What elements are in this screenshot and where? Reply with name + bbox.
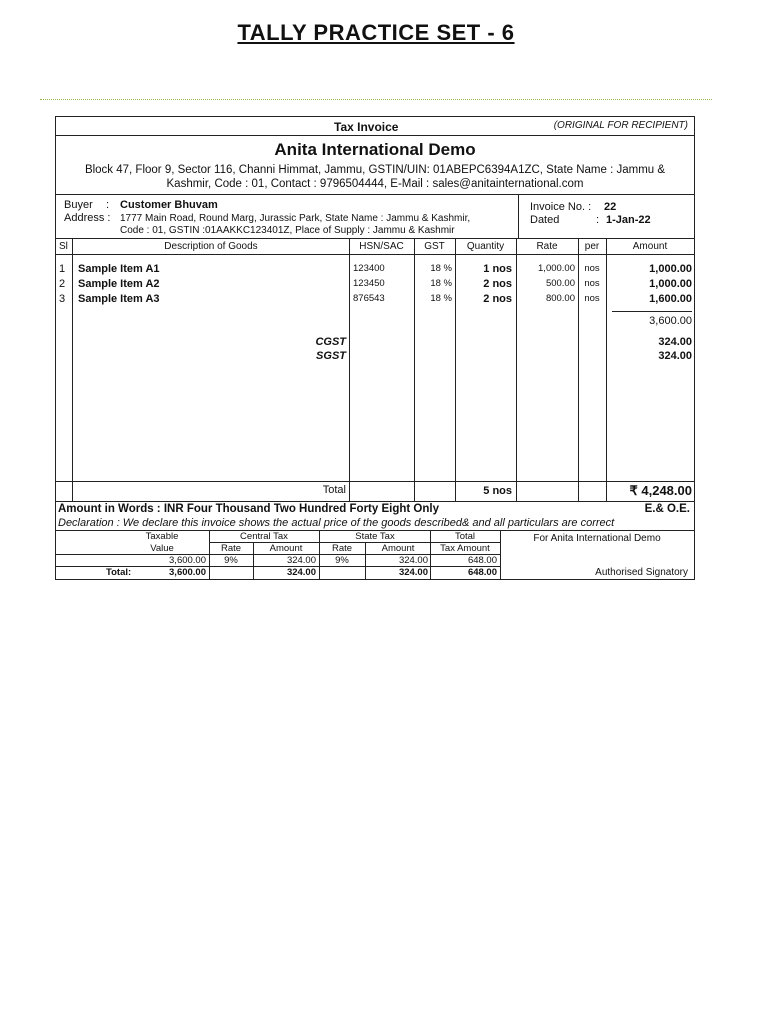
item-description: Sample Item A2 <box>78 278 160 290</box>
summary-state-rate-label: Rate <box>331 543 353 554</box>
buyer-name: Customer Bhuvam <box>120 199 218 211</box>
item-rate: 800.00 <box>545 293 575 304</box>
summary-central-amount-label: Amount <box>269 543 303 554</box>
item-hsn: 123450 <box>353 278 385 289</box>
company-name: Anita International Demo <box>274 140 476 159</box>
buyer-colon: : <box>106 199 110 211</box>
invoice-no-label: Invoice No. : <box>530 201 592 213</box>
buyer-label: Buyer <box>64 199 93 211</box>
summary-total-label: Total <box>454 531 476 542</box>
company-address-line1: Block 47, Floor 9, Sector 116, Channi Himmat, Jammu, GSTIN/UIN: 01ABEPC6394A1ZC, State Name : Jammu & <box>84 164 666 176</box>
summary-totals-central: 324.00 <box>286 567 316 578</box>
summary-central-rate-label: Rate <box>220 543 242 554</box>
summary-central-tax-label: Central Tax <box>240 531 288 542</box>
summary-central-rate: 9% <box>224 555 238 566</box>
item-amount: 1,600.00 <box>649 293 692 305</box>
authorised-signatory: Authorised Signatory <box>595 567 688 578</box>
col-sl: Sl <box>59 241 68 252</box>
item-rate: 1,000.00 <box>538 263 575 274</box>
summary-value-label: Value <box>150 543 174 554</box>
item-amount: 1,000.00 <box>649 278 692 290</box>
summary-central-amount: 324.00 <box>286 555 316 566</box>
item-description: Sample Item A3 <box>78 293 160 305</box>
summary-state-tax-label: State Tax <box>355 531 395 542</box>
dated-label: Dated <box>530 214 560 226</box>
col-description: Description of Goods <box>164 241 258 252</box>
sgst-label: SGST <box>316 350 346 362</box>
col-per: per <box>584 241 600 252</box>
summary-totals-state: 324.00 <box>398 567 428 578</box>
total-label: Total <box>322 484 346 496</box>
summary-totals-taxable: 3,600.00 <box>169 567 206 578</box>
item-description: Sample Item A1 <box>78 263 160 275</box>
invoice-doc-title: Tax Invoice <box>334 120 399 134</box>
col-hsn: HSN/SAC <box>359 241 404 252</box>
item-gst: 18 % <box>430 278 452 289</box>
grand-total: ₹ 4,248.00 <box>629 483 692 498</box>
cgst-label: CGST <box>315 336 346 348</box>
company-address-line2: Kashmir, Code : 01, Contact : 9796504444, E-Mail : sales@anitainternational.com <box>166 178 584 190</box>
summary-taxable-label: Taxable <box>145 531 179 542</box>
item-rate: 500.00 <box>545 278 575 289</box>
item-hsn: 123400 <box>353 263 385 274</box>
summary-total-tax: 648.00 <box>467 555 497 566</box>
item-gst: 18 % <box>430 263 452 274</box>
item-sl: 1 <box>59 263 66 275</box>
col-gst: GST <box>424 241 445 252</box>
item-quantity: 2 nos <box>483 278 512 290</box>
col-rate: Rate <box>536 241 558 252</box>
summary-state-amount-label: Amount <box>381 543 415 554</box>
summary-totals-label: Total: <box>106 567 132 578</box>
sgst-amount: 324.00 <box>658 350 692 362</box>
declaration: Declaration : We declare this invoice shows the actual price of the goods described& and all particulars are correct <box>58 517 615 529</box>
invoice-no-value: 22 <box>604 201 617 213</box>
summary-totals-tax: 648.00 <box>467 567 497 578</box>
tax-invoice: Tax Invoice (ORIGINAL FOR RECIPIENT) Anita International Demo Block 47, Floor 9, Sector 116, Channi Himmat, Jammu, GSTIN/UIN: 01ABEPC6394A1ZC, State Name : Jammu & Kashmir, Code : 01, Contact : 9796504444, E-Mail : sales@anitainternational.com Buyer : Customer Bhuvam Address : 1777 Main Road, Round Marg, Jurassic Park, State Name : Jammu & Kashmir, Code : 01, GSTIN :01AAKKC123401Z, Place of Supply : Jammu & Kashmir Invoice No. : 22 Dated : 1-Jan-22 Sl Description of Goods HSN/SAC GST Quantity Rate per Amount 1 Sample Item A1 123400 18 % 1 nos 1,000.00 nos 1,000.00 2 Sample Item A2 123450 18 % 2 nos 500.00 nos 1,000.00 3 Sample Item A3 876543 18 % 2 nos 800.00 nos 1,600.00 3,600.00 CGST 324.00 SGST 324.00 Total 5 nos ₹ 4,248.00 Amount in Words : INR Four Thousand Two Hundred Forty Eight Only E.& O.E. Declaration : We declare this invoice shows the actual price of the goods described& and all particulars are correct Taxable Value Central Tax State Tax Total Tax Amount Rate Amount Rate Amount 3,600.00 9% 324.00 9% 324.00 648.00 Total: 3,600.00 324.00 324.00 648.00 For Anita International Demo Authorised Signatory <box>55 116 695 580</box>
signatory-for: For Anita International Demo <box>533 533 661 544</box>
total-quantity: 5 nos <box>483 485 512 497</box>
item-quantity: 1 nos <box>483 263 512 275</box>
page-heading: TALLY PRACTICE SET - 6 <box>237 20 515 45</box>
item-quantity: 2 nos <box>483 293 512 305</box>
item-sl: 3 <box>59 293 66 305</box>
item-sl: 2 <box>59 278 66 290</box>
copy-label: (ORIGINAL FOR RECIPIENT) <box>553 120 688 131</box>
amount-in-words: Amount in Words : INR Four Thousand Two Hundred Forty Eight Only <box>58 503 439 515</box>
summary-tax-amount-label: Tax Amount <box>440 543 490 554</box>
summary-state-rate: 9% <box>335 555 349 566</box>
eoe-note: E.& O.E. <box>644 503 690 515</box>
dated-value: 1-Jan-22 <box>606 214 651 226</box>
col-amount: Amount <box>632 241 668 252</box>
item-gst: 18 % <box>430 293 452 304</box>
buyer-address-line1: 1777 Main Road, Round Marg, Jurassic Park, State Name : Jammu & Kashmir, <box>120 213 471 224</box>
subtotal-amount: 3,600.00 <box>649 315 692 327</box>
dotted-divider <box>40 99 712 100</box>
col-quantity: Quantity <box>466 241 505 252</box>
buyer-address-line2: Code : 01, GSTIN :01AAKKC123401Z, Place of Supply : Jammu & Kashmir <box>120 225 455 236</box>
summary-state-amount: 324.00 <box>398 555 428 566</box>
cgst-amount: 324.00 <box>658 336 692 348</box>
item-per: nos <box>584 278 600 289</box>
item-per: nos <box>584 263 600 274</box>
item-per: nos <box>584 293 600 304</box>
item-amount: 1,000.00 <box>649 263 692 275</box>
item-hsn: 876543 <box>353 293 385 304</box>
address-label: Address : <box>64 212 111 224</box>
summary-taxable-value: 3,600.00 <box>169 555 206 566</box>
